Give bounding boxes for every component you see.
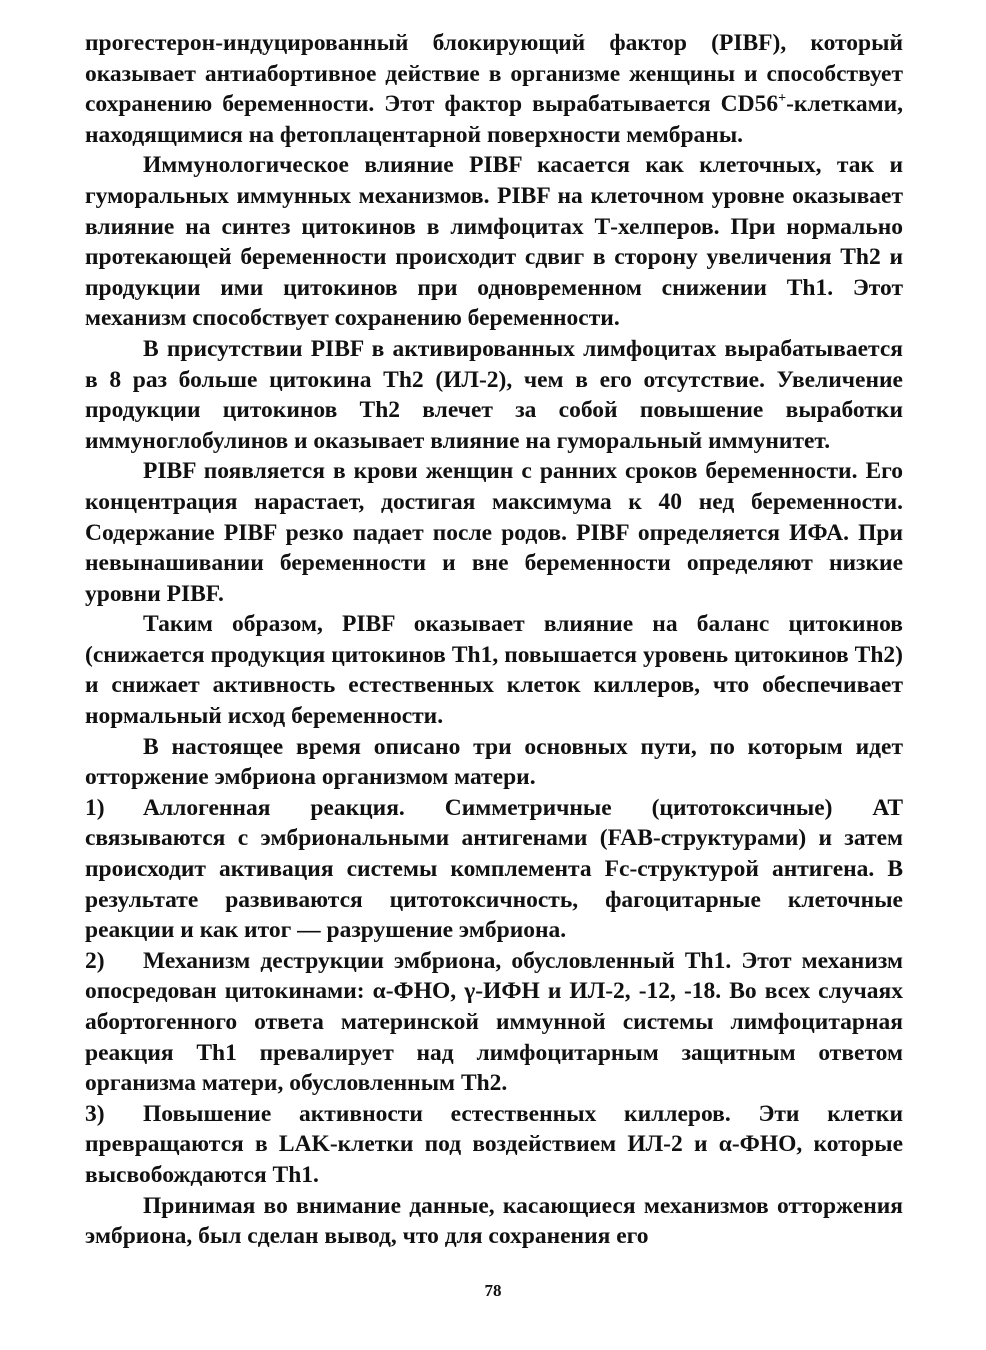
- list-item-number: 1): [85, 794, 105, 821]
- paragraph-conclusion-cytokines: Таким образом, PIBF оказывает влияние на баланс цитокинов (снижается продукция цитокинов Th1, повышается уровень цитокинов Th2) и снижает активность естественных клеток киллеров, что обеспечивает нормальный исход беременности.: [85, 611, 903, 730]
- paragraph-immunological-influence: Иммунологическое влияние PIBF касается как клеточных, так и гуморальных иммунных механизмов. PIBF на клеточном уровне оказывает влияние на синтез цитокинов в лимфоцитах Т-хелперов. При нормально протекающей беременности происходит сдвиг в сторону увеличения Th2 и продукции ими цитокинов при одновременном снижении Th1. Этот механизм способствует сохранению беременности.: [85, 152, 903, 332]
- page-body: [85, 28, 903, 1252]
- paragraph-pibf-in-blood: PIBF появляется в крови женщин с ранних сроков беременности. Его концентрация нарастает, достигая максимума к 40 нед беременности. Содержание PIBF резко падает после родов. PIBF определяется ИФА. При невынашивании беременности и вне беременности определяют низкие уровни PIBF.: [85, 458, 903, 607]
- list-item-allogeneic: [85, 793, 903, 946]
- list-item-th1-destruction: [85, 946, 903, 1099]
- list-item-text: Аллогенная реакция. Симметричные (цитотоксичные) АТ связываются с эмбриональными антигенами (FAB-структурами) и затем происходит активация системы комплемента Fc-структурой антигена. В результате развиваются цитотоксичность, фагоцитарные клеточные реакции и как итог — разрушение эмбриона.: [85, 794, 903, 944]
- list-item-number: 2): [85, 947, 105, 974]
- list-item-text: Механизм деструкции эмбриона, обусловленный Th1. Этот механизм опосредован цитокинами: α-ФНО, γ-ИФН и ИЛ-2, -12, -18. Во всех случаях абортогенного ответа материнской иммунной системы лимфоцитарная реакция Th1 превалирует над лимфоцитарным защитным ответом организма матери, обусловленным Th2.: [85, 947, 903, 1097]
- list-item-number: 3): [85, 1100, 105, 1127]
- paragraph-text: прогестерон-индуцированный блокирующий фактор (PIBF), который оказывает антиабортивное действие в организме женщины и способствует сохранению беременности. Этот фактор вырабатывается CD56: [85, 30, 903, 118]
- list-item-text: Повышение активности естественных киллеров. Эти клетки превращаются в LAK-клетки под воздействием ИЛ-2 и α-ФНО, которые высвобождаются Th1.: [85, 1100, 903, 1188]
- paragraph-activated-lymphocytes: В присутствии PIBF в активированных лимфоцитах вырабатывается в 8 раз больше цитокина Th2 (ИЛ-2), чем в его отсутствие. Увеличение продукции цитокинов Th2 влечет за собой повышение выработки иммуноглобулинов и оказывает влияние на гуморальный иммунитет.: [85, 335, 903, 454]
- superscript-plus: +: [778, 91, 787, 107]
- page-number: 78: [484, 1281, 502, 1300]
- paragraph-text: -клетками, находящимися на фетоплацентарной поверхности мембраны.: [85, 91, 903, 148]
- paragraph-three-pathways: В настоящее время описано три основных пути, по которым идет отторжение эмбриона организмом матери.: [85, 733, 903, 791]
- paragraph-pibf-intro: [85, 28, 903, 150]
- paragraph-closing: Принимая во внимание данные, касающиеся механизмов отторжения эмбриона, был сделан вывод, что для сохранения его: [85, 1192, 903, 1250]
- list-item-natural-killers: [85, 1099, 903, 1191]
